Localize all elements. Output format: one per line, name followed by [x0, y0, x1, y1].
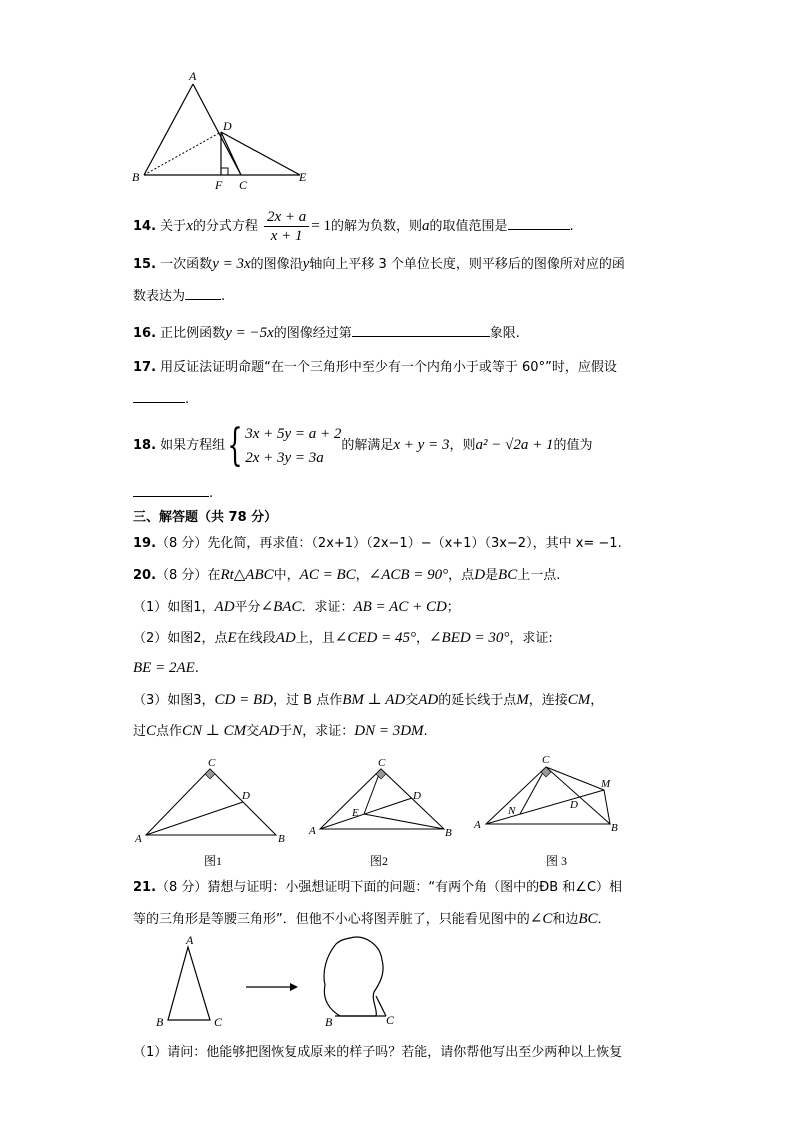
- q20-p3-mid3: 的延长线于点: [438, 693, 517, 708]
- q20-line1-mid2: ，点: [448, 568, 475, 583]
- q14-frac-denominator: x + 1: [270, 228, 303, 244]
- q16-number: 16.: [133, 326, 157, 341]
- q17-end: .: [185, 392, 190, 407]
- q16-func: y = −5x: [225, 325, 274, 341]
- q14-number: 14.: [133, 219, 157, 234]
- question-21: [133, 878, 622, 898]
- q14-var-a: a: [422, 218, 430, 234]
- q20-p3b-m4: N: [292, 723, 303, 739]
- question-17-line2: [133, 388, 189, 410]
- q21-line2-mid: 和边: [552, 912, 579, 927]
- q16-post: 象限.: [489, 326, 520, 341]
- q18-mid: 的解满足: [341, 438, 394, 453]
- q20-p3-m1: CD = BD: [214, 692, 274, 708]
- fig21-arrow-head: [290, 983, 298, 991]
- q20-p3-m4: M: [516, 692, 529, 708]
- q20-p3b-m1: C: [146, 723, 157, 739]
- q18-end: .: [209, 486, 214, 501]
- fig3-label-A: A: [474, 819, 481, 831]
- q18-answer-blank[interactable]: [133, 482, 209, 497]
- fig1-AD: [146, 802, 243, 835]
- fig3-label-M: M: [601, 778, 611, 790]
- label-B: B: [132, 170, 140, 184]
- q17-number: 17.: [133, 360, 157, 375]
- fig1-right-angle-mark: [205, 769, 215, 779]
- fig3-CN: [520, 767, 546, 814]
- q14-answer-blank[interactable]: [508, 215, 570, 230]
- q20-p2-mid2: 上，且: [295, 631, 335, 646]
- fig2-label-D: D: [413, 790, 421, 802]
- q15-line2: 数表达为: [133, 289, 186, 304]
- q20-p3-end: ，: [590, 693, 604, 708]
- q20-p3-m3: AD: [418, 692, 439, 708]
- q20-p3b-m3: AD: [259, 723, 280, 739]
- fig1-label-A: A: [135, 833, 142, 845]
- q20-p3b-pre: 过: [133, 724, 147, 739]
- q20-p3-mid: ，过 B 点作: [273, 693, 343, 708]
- fig3-CM: [546, 767, 604, 790]
- q20-p2-pre: （2）如图2，点: [133, 631, 228, 646]
- question-14: [133, 208, 574, 245]
- q15-mid: 的图像沿: [250, 257, 303, 272]
- q20-p1-pre: （1）如图1，: [133, 600, 215, 615]
- q19-text: （8 分）先化简，再求值：（2x+1）（2x−1）−（x+1）（3x−2），其中 x= −1.: [156, 536, 622, 551]
- q20-p1-m3: AB = AC + CD: [353, 599, 447, 615]
- q20-number: 20.: [133, 568, 157, 583]
- q15-number: 15.: [133, 257, 157, 272]
- question-20-part1: [133, 597, 460, 618]
- q18-brace: {: [227, 419, 243, 471]
- q14-fraction: [264, 208, 309, 245]
- figure-21: [150, 930, 410, 1030]
- label-F: F: [215, 178, 223, 192]
- q20-p3-m2: BM ⊥ AD: [342, 692, 406, 708]
- q21-line2-m1: ∠C: [529, 911, 553, 927]
- q20-p2-mid: 在线段: [236, 631, 276, 646]
- q18-mid2: ，则: [449, 438, 476, 453]
- q20-p1-mid2: ．求证：: [301, 600, 354, 615]
- q20-m3: D: [474, 567, 486, 583]
- q20-p1-mid: 平分: [234, 600, 261, 615]
- question-20: [133, 565, 560, 586]
- q14-end: .: [569, 219, 574, 234]
- fig2-AD: [320, 798, 412, 829]
- q18-eq2: 2x + 3y = 3a: [245, 449, 324, 466]
- q14-var-x: x: [186, 218, 193, 234]
- q20-line1-pre: （8 分）在: [156, 568, 221, 583]
- question-20-part3-line2: [133, 721, 428, 742]
- q20-p1-m1: AD: [214, 599, 235, 615]
- q18-cond: x + y = 3: [393, 437, 450, 453]
- figure-2-caption: 图2: [370, 854, 389, 868]
- q19-number: 19.: [133, 536, 157, 551]
- fig21-label-A: A: [186, 933, 194, 947]
- q20-p3-mid4: ，连接: [528, 693, 568, 708]
- question-15: [133, 254, 625, 275]
- q15-answer-blank[interactable]: [185, 285, 221, 300]
- q20-line1-end: 上一点.: [517, 568, 561, 583]
- q18-expr: a² − √2a + 1: [475, 437, 554, 453]
- q20-p3-pre: （3）如图3，: [133, 693, 215, 708]
- fig3-triangle: [486, 767, 610, 824]
- figure-1-caption: 图1: [204, 854, 223, 868]
- q20-rt: Rt△ABC: [220, 567, 274, 583]
- q18-pre: 如果方程组: [160, 438, 226, 453]
- figure-2: [306, 756, 456, 848]
- q21-line1: （8 分）猜想与证明：小强想证明下面的问题：“有两个角（图中的ÐB 和∠C）相: [156, 880, 623, 895]
- fig21b-label-B: B: [325, 1015, 333, 1029]
- q18-number: 18.: [133, 438, 157, 453]
- q20-p3-mid2: 交: [405, 693, 419, 708]
- q20-p2-m4: ∠BED = 30°: [428, 630, 510, 646]
- question-20-part3: [133, 690, 603, 711]
- q14-pre: 关于: [160, 219, 187, 234]
- fig21-label-B: B: [156, 1015, 164, 1029]
- q17-text: 用反证法证明命题“在一个三角形中至少有一个内角小于或等于 60°”时，应假设: [160, 360, 617, 375]
- q20-p3-m5: CM: [567, 692, 591, 708]
- question-16: [133, 322, 520, 344]
- q20-p2-m1: E: [227, 630, 237, 646]
- q20-p1-end: ；: [446, 600, 460, 615]
- fig21-label-C: C: [214, 1015, 223, 1029]
- question-19: [133, 534, 622, 554]
- question-18: [133, 420, 592, 471]
- q20-m4: BC: [498, 567, 518, 583]
- q16-answer-blank[interactable]: [352, 322, 490, 337]
- q20-p2-line2: BE = 2AE: [133, 660, 195, 676]
- fig21-smudge: [324, 937, 383, 1016]
- q15-func: y = 3x: [212, 256, 251, 272]
- q20-p3b-mid: 点作: [156, 724, 183, 739]
- q20-line1-mid: 中，: [273, 568, 300, 583]
- q21-line2-m2: BC: [578, 911, 598, 927]
- q20-p3b-mid3: 于: [279, 724, 293, 739]
- q21-line2-pre: 等的三角形是等腰三角形”．但他不小心将图弄脏了，只能看见图中的: [133, 912, 530, 927]
- top-triangle-figure: [128, 68, 328, 196]
- fig1-label-C: C: [208, 757, 216, 769]
- label-E: E: [299, 170, 307, 184]
- side-AC: [193, 84, 241, 175]
- question-17: [133, 358, 617, 378]
- q15-var-y: y: [302, 256, 310, 272]
- q21-number: 21.: [133, 880, 157, 895]
- q18-system: [245, 422, 341, 470]
- segment-DC: [221, 132, 241, 175]
- q20-p3b-m2: CN ⊥ CM: [182, 723, 247, 739]
- q20-p2-m3: ∠CED = 45°: [334, 630, 416, 646]
- q20-m2: ∠ACB = 90°: [368, 567, 449, 583]
- q20-p2-end: ，求证:: [509, 631, 553, 646]
- question-21-line2: [133, 909, 611, 930]
- fig21-visible-side-C: [376, 996, 386, 1016]
- q20-p2-line2-end: .: [194, 661, 199, 676]
- fig3-label-C: C: [542, 754, 550, 766]
- q18-eq1: 3x + 5y = a + 2: [245, 425, 342, 442]
- q15-pre: 一次函数: [160, 257, 213, 272]
- label-D: D: [223, 119, 232, 133]
- q16-pre: 正比例函数: [160, 326, 226, 341]
- question-18-line2: [133, 482, 213, 504]
- q17-answer-blank[interactable]: [133, 388, 185, 403]
- question-21-part1: [133, 1043, 622, 1063]
- segment-DE: [221, 132, 300, 175]
- fig3-label-D: D: [570, 799, 578, 811]
- q20-p3b-m5: DN = 3DM: [354, 723, 424, 739]
- q18-post: 的值为: [553, 438, 593, 453]
- q16-mid: 的图像经过第: [273, 326, 352, 341]
- figure-3: [470, 748, 630, 840]
- q20-p3b-mid2: 交: [246, 724, 260, 739]
- question-20-part2-line2: [133, 658, 199, 679]
- fig2-BE: [364, 814, 444, 829]
- q20-p3b-mid4: ，求证：: [302, 724, 355, 739]
- fig2-label-C: C: [378, 757, 386, 769]
- q21-p1: （1）请问：他能够把图恢复成原来的样子吗？若能，请你帮他写出至少两种以上恢复: [133, 1045, 623, 1060]
- fig21b-label-C: C: [386, 1013, 395, 1027]
- q15-end: .: [221, 289, 226, 304]
- q15-post: 轴向上平移 3 个单位长度，则平移后的图像所对应的函: [309, 257, 625, 272]
- right-angle-mark: [221, 168, 228, 175]
- question-15-line2: [133, 285, 225, 307]
- label-A: A: [189, 69, 197, 83]
- q20-p1-m2: ∠BAC: [260, 599, 302, 615]
- label-C: C: [239, 178, 248, 192]
- q20-p3b-end: .: [423, 724, 428, 739]
- q20-sep1: ，: [355, 568, 369, 583]
- question-20-part2: [133, 628, 553, 649]
- fig2-label-A: A: [309, 825, 316, 837]
- figure-1: [130, 756, 290, 848]
- fig1-label-D: D: [242, 790, 250, 802]
- q20-line1-mid3: 是: [485, 568, 499, 583]
- fig2-label-B: B: [445, 827, 452, 839]
- figure-3-caption: 图 3: [546, 854, 568, 868]
- fig3-label-B: B: [611, 822, 618, 834]
- q14-mid: 的分式方程: [192, 219, 258, 234]
- q14-eq: = 1: [311, 218, 332, 234]
- fig3-label-N: N: [508, 805, 516, 817]
- q21-line2-end: ．: [597, 912, 611, 927]
- fig21-isosceles-triangle: [168, 947, 210, 1020]
- fig1-label-B: B: [278, 833, 285, 845]
- q14-mid2: 的解为负数，则: [331, 219, 423, 234]
- q20-m1: AC = BC: [299, 567, 356, 583]
- section-3-heading: 三、解答题（共 78 分）: [133, 510, 278, 525]
- fig1-triangle: [146, 769, 276, 835]
- q20-p2-m2: AD: [275, 630, 296, 646]
- fig2-label-E: E: [352, 807, 359, 819]
- q14-post: 的取值范围是: [429, 219, 508, 234]
- q20-p2-sep: ，: [415, 631, 429, 646]
- q14-frac-numerator: 2x + a: [264, 208, 309, 227]
